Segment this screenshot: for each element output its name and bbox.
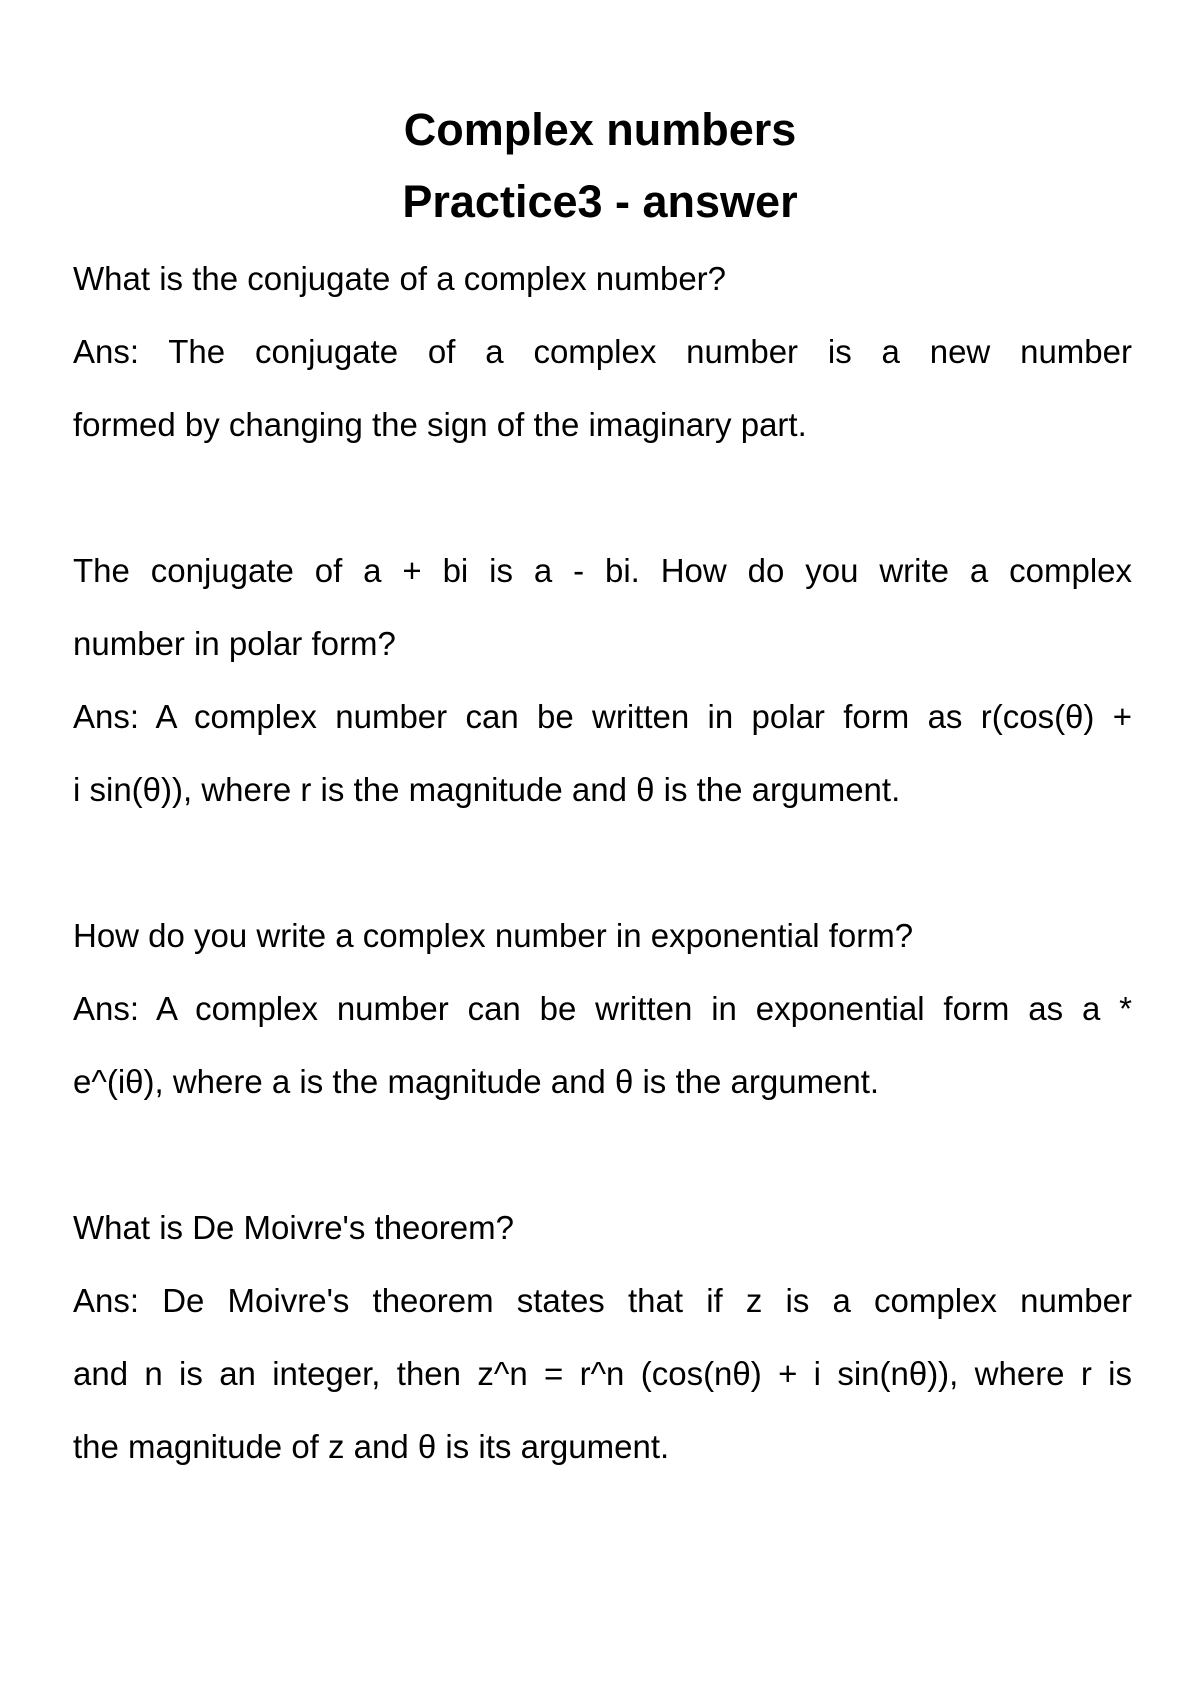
- answer-4-line-1: Ans: De Moivre's theorem states that if z is a complex number: [73, 1282, 1132, 1319]
- answer-3-line-2: e^(iθ), where a is the magnitude and θ is the argument.: [73, 1063, 880, 1100]
- question-1: What is the conjugate of a complex number?: [73, 260, 727, 297]
- answer-2-line-1: Ans: A complex number can be written in polar form as r(cos(θ) +: [73, 698, 1132, 735]
- question-4: What is De Moivre's theorem?: [73, 1209, 514, 1246]
- question-2-line-1: The conjugate of a + bi is a - bi. How do you write a complex: [73, 552, 1132, 589]
- document-body: [73, 246, 1132, 1487]
- question-3: How do you write a complex number in exponential form?: [73, 917, 914, 954]
- answer-2-line-2: i sin(θ)), where r is the magnitude and θ is the argument.: [73, 771, 901, 808]
- answer-1-line-2: formed by changing the sign of the imaginary part.: [73, 406, 807, 443]
- document-subtitle: Practice3 - answer: [402, 176, 798, 227]
- answer-4-line-2: and n is an integer, then z^n = r^n (cos(nθ) + i sin(nθ)), where r is: [73, 1355, 1132, 1392]
- paragraph-spacer: [73, 830, 1132, 903]
- question-2-line-2: number in polar form?: [73, 625, 396, 662]
- paragraph-spacer: [73, 1122, 1132, 1195]
- answer-4-line-3: the magnitude of z and θ is its argument.: [73, 1428, 670, 1465]
- paragraph-spacer: [73, 465, 1132, 538]
- answer-3-line-1: Ans: A complex number can be written in exponential form as a *: [73, 990, 1132, 1027]
- document-title: Complex numbers: [403, 104, 797, 155]
- answer-1-line-1: Ans: The conjugate of a complex number is a new number: [73, 333, 1132, 370]
